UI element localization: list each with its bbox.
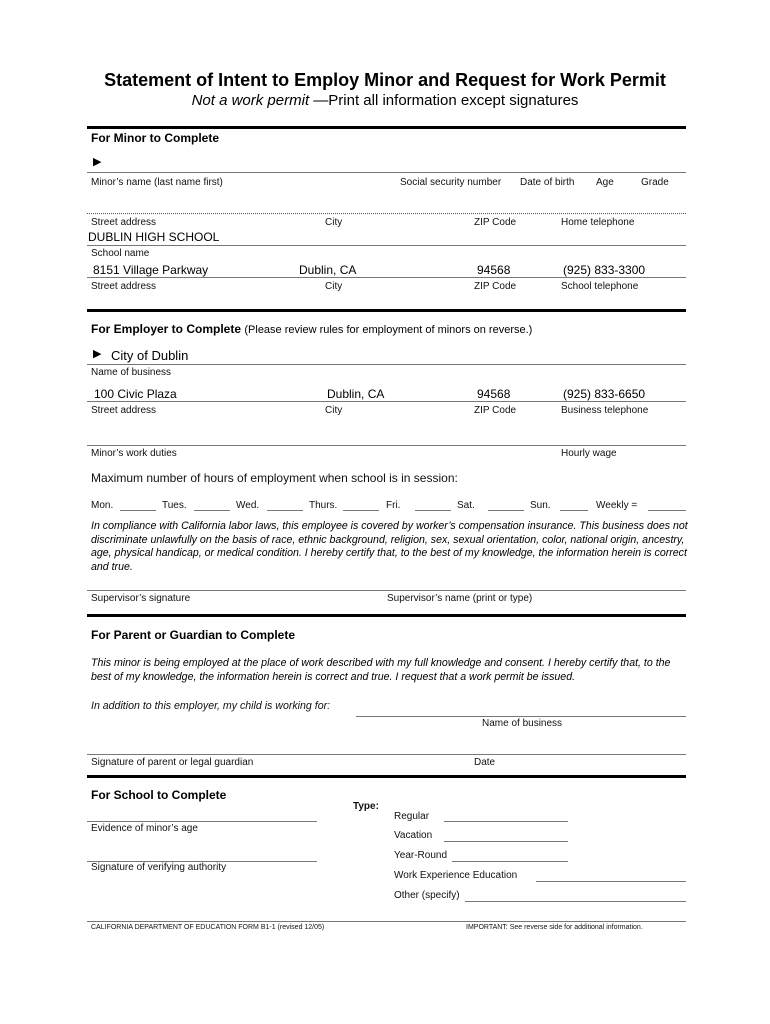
day-fri-field[interactable] — [415, 510, 451, 511]
type-other-field[interactable] — [465, 901, 686, 902]
type-regular-label: Regular — [394, 811, 430, 822]
day-thurs-label: Thurs. — [309, 500, 338, 511]
minor-section-heading: For Minor to Complete — [91, 131, 219, 145]
evidence-of-age-label: Evidence of minor’s age — [91, 823, 198, 834]
guardian-signature-label: Signature of parent or legal guardian — [91, 757, 254, 768]
subtitle-rest: —Print all information except signatures — [309, 92, 579, 109]
day-mon-field[interactable] — [120, 510, 156, 511]
type-other-label: Other (specify) — [394, 890, 460, 901]
business-city-label: City — [325, 405, 343, 416]
type-vacation-field[interactable] — [444, 841, 568, 842]
minor-city-label: City — [325, 217, 343, 228]
other-business-name-field[interactable] — [356, 716, 686, 717]
day-mon-label: Mon. — [91, 500, 114, 511]
home-phone-label: Home telephone — [561, 217, 635, 228]
type-wee-field[interactable] — [536, 881, 686, 882]
ssn-label: Social security number — [400, 177, 502, 188]
supervisor-signature-label: Supervisor’s signature — [91, 593, 191, 604]
day-wed-label: Wed. — [236, 500, 260, 511]
evidence-of-age-field[interactable] — [87, 821, 317, 822]
section-divider — [87, 126, 686, 129]
day-thurs-field[interactable] — [343, 510, 379, 511]
hourly-wage-label: Hourly wage — [561, 448, 617, 459]
footer-rule — [87, 921, 686, 922]
grade-label: Grade — [641, 177, 669, 188]
form-subtitle — [0, 92, 770, 109]
minor-zip-label: ZIP Code — [474, 217, 517, 228]
arrow-icon: ▶ — [93, 348, 102, 360]
type-yearround-field[interactable] — [452, 861, 568, 862]
work-duties-line[interactable] — [87, 445, 686, 446]
other-business-name-label: Name of business — [482, 718, 563, 729]
minor-name-label: Minor’s name (last name first) — [91, 177, 223, 188]
minor-street-label: Street address — [91, 217, 157, 228]
business-name-line — [87, 364, 686, 365]
weekly-field[interactable] — [648, 510, 686, 511]
dob-label: Date of birth — [520, 177, 575, 188]
supervisor-signature-line[interactable] — [87, 590, 686, 591]
type-yearround-label: Year-Round — [394, 850, 448, 861]
additional-employer-text: In addition to this employer, my child is working for: — [91, 700, 331, 712]
business-zip-value[interactable]: 94568 — [477, 387, 511, 401]
type-vacation-label: Vacation — [394, 830, 433, 841]
form-title: Statement of Intent to Employ Minor and Request for Work Permit — [104, 70, 666, 90]
school-zip-label: ZIP Code — [474, 281, 517, 292]
guardian-signature-line[interactable] — [87, 754, 686, 755]
section-divider — [87, 309, 686, 312]
day-tues-label: Tues. — [162, 500, 187, 511]
business-name-value[interactable]: City of Dublin — [111, 348, 189, 363]
school-phone-label: School telephone — [561, 281, 639, 292]
parent-section-heading: For Parent or Guardian to Complete — [91, 628, 296, 642]
school-city-value[interactable]: Dublin, CA — [299, 263, 357, 277]
employer-heading-text: For Employer to Complete — [91, 322, 242, 336]
school-name-value[interactable]: DUBLIN HIGH SCHOOL — [88, 230, 220, 244]
school-street-label: Street address — [91, 281, 157, 292]
compliance-statement: In compliance with California labor laws, this employee is covered by worker’s compensation insurance. This business does not discriminate unlawfully on the basis of race, ethnic background, religion, sex, sexual orientation, color, national origin, ancestry, age, physical handicap, or medical condition. I hereby certify that, to the best of my knowledge, the information herein is correct and true. — [91, 520, 688, 573]
type-label: Type: — [353, 801, 379, 812]
school-address-line — [87, 277, 686, 278]
form-id: CALIFORNIA DEPARTMENT OF EDUCATION FORM B1-1 (revised 12/05) — [91, 924, 325, 931]
work-duties-label: Minor’s work duties — [91, 448, 177, 459]
school-section-heading: For School to Complete — [91, 788, 227, 802]
minor-address-line[interactable] — [87, 213, 686, 214]
subtitle-italic: Not a work permit — [191, 92, 310, 109]
day-sun-label: Sun. — [530, 500, 551, 511]
school-city-label: City — [325, 281, 343, 292]
business-city-value[interactable]: Dublin, CA — [327, 387, 385, 401]
type-wee-label: Work Experience Education — [394, 870, 518, 881]
day-tues-field[interactable] — [194, 510, 230, 511]
school-zip-value[interactable]: 94568 — [477, 263, 511, 277]
section-divider — [87, 775, 686, 778]
important-note: IMPORTANT: See reverse side for additional information. — [466, 924, 643, 931]
weekly-label: Weekly = — [596, 500, 638, 511]
supervisor-name-label: Supervisor’s name (print or type) — [387, 593, 533, 604]
school-name-line — [87, 245, 686, 246]
day-sun-field[interactable] — [560, 510, 588, 511]
minor-name-line[interactable] — [87, 172, 686, 173]
day-sat-field[interactable] — [488, 510, 524, 511]
school-phone-value[interactable]: (925) 833-3300 — [563, 263, 646, 277]
business-phone-value[interactable]: (925) 833-6650 — [563, 387, 646, 401]
business-name-label: Name of business — [91, 367, 172, 378]
school-street-value[interactable]: 8151 Village Parkway — [93, 263, 209, 277]
business-street-label: Street address — [91, 405, 157, 416]
day-sat-label: Sat. — [457, 500, 475, 511]
business-zip-label: ZIP Code — [474, 405, 517, 416]
business-phone-label: Business telephone — [561, 405, 649, 416]
max-hours-text: Maximum number of hours of employment when school is in session: — [91, 471, 458, 485]
business-street-value[interactable]: 100 Civic Plaza — [94, 387, 177, 401]
school-name-label: School name — [91, 248, 150, 259]
business-address-line — [87, 401, 686, 402]
parent-consent-statement: This minor is being employed at the place of work described with my full knowledge and consent. I hereby certify that, to the best of my knowledge, the information herein is correct and true. I request that a work permit be issued. — [91, 657, 671, 683]
day-fri-label: Fri. — [386, 500, 401, 511]
type-regular-field[interactable] — [444, 821, 568, 822]
guardian-date-label: Date — [474, 757, 496, 768]
employer-heading-note: (Please review rules for employment of minors on reverse.) — [244, 324, 533, 336]
age-label: Age — [596, 177, 614, 188]
employer-section-heading — [91, 322, 532, 336]
day-wed-field[interactable] — [267, 510, 303, 511]
verifier-signature-label: Signature of verifying authority — [91, 862, 227, 873]
arrow-icon: ▶ — [93, 156, 102, 168]
section-divider — [87, 614, 686, 617]
